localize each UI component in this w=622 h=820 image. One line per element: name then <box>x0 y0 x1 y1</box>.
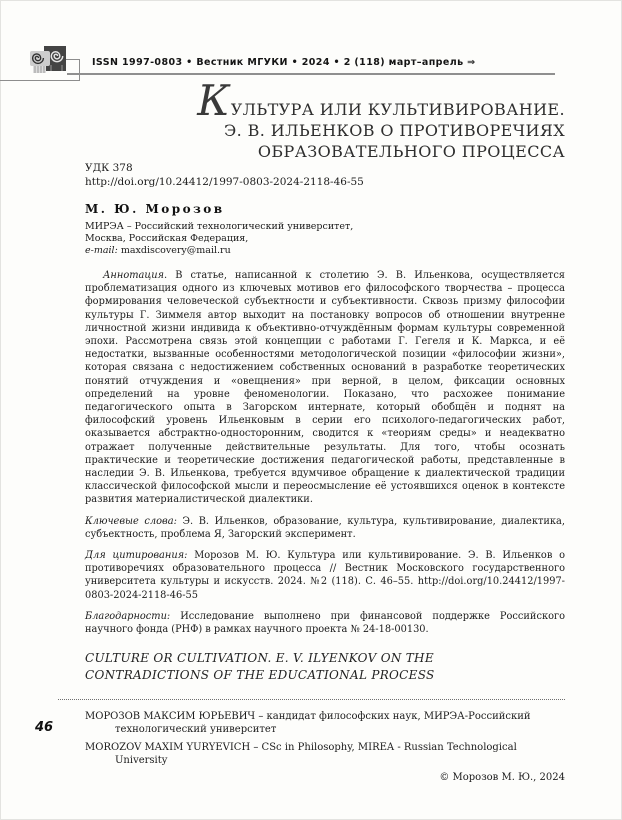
dotted-separator <box>58 699 565 700</box>
header-rule <box>67 73 555 75</box>
citation-label: Для цитирования: <box>85 550 188 562</box>
citation-paragraph <box>85 549 565 602</box>
doi-url[interactable]: http://doi.org/10.24412/1997-0803-2024-2118-46-55 <box>85 176 364 188</box>
title-en-line2: CONTRADICTIONS OF THE EDUCATIONAL PROCESS <box>85 667 435 682</box>
affiliation-email-line <box>85 245 565 257</box>
article-title <box>197 76 565 162</box>
affiliation-line1: МИРЭА – Российский технологический университет, <box>85 221 354 232</box>
issn-header-line: ISSN 1997-0803 • Вестник МГУКИ • 2024 • 2 (118) март–апрель ⇒ <box>92 57 476 68</box>
acknowledgments-paragraph <box>85 610 565 636</box>
bio-en-name: MOROZOV MAXIM YURYEVICH <box>85 742 251 754</box>
keywords-text: Э. В. Ильенков, образование, культура, культивирование, диалектика, субъектность, проблема Я, Загорский эксперимент. <box>85 515 565 540</box>
title-dropcap: К <box>197 76 230 125</box>
abstract-label: Аннотация. <box>103 270 168 281</box>
journal-logo <box>29 45 69 75</box>
email-address[interactable]: maxdiscovery@mail.ru <box>120 245 231 256</box>
bio-en-details: – CSc in Philosophy, MIREA - Russian Technological University <box>115 742 517 767</box>
page-number: 46 <box>35 720 54 735</box>
keywords-label: Ключевые слова: <box>85 515 177 527</box>
ionic-column-capital-icon <box>29 45 69 75</box>
acknowledgments-label: Благодарности: <box>85 610 171 622</box>
article-title-line3: ОБРАЗОВАТЕЛЬНОГО ПРОЦЕССА <box>257 142 565 161</box>
keywords-paragraph <box>85 515 565 541</box>
citation-text: Морозов М. Ю. Культура или культивирование. Э. В. Ильенков о противоречиях образовательного процесса // Вестник Московского государственного университета культуры и искусств. 2024. №2 (118). С. 46–55. http://doi.org/10.24412/1997-0803-2024-2118-46-55 <box>85 550 565 601</box>
article-title-english <box>85 650 565 683</box>
article-front-matter <box>85 162 565 783</box>
udk-code: УДК 378 <box>85 162 133 174</box>
title-line1-text: УЛЬТУРА ИЛИ КУЛЬТИВИРОВАНИЕ. <box>230 100 565 119</box>
copyright-notice: © Морозов М. Ю., 2024 <box>439 772 565 784</box>
author-bio-russian <box>85 710 565 736</box>
author-affiliation <box>85 221 565 257</box>
author-name: М. Ю. Морозов <box>85 202 225 216</box>
bio-ru-details: – кандидат философских наук, МИРЭА-Российский технологический университет <box>115 711 531 736</box>
email-label: e-mail: <box>85 245 118 256</box>
abstract-paragraph <box>85 269 565 507</box>
doi-link[interactable] <box>85 176 565 188</box>
article-title-line2: Э. В. ИЛЬЕНКОВ О ПРОТИВОРЕЧИЯХ <box>223 121 565 140</box>
affiliation-line2: Москва, Российская Федерация, <box>85 233 249 244</box>
title-en-line1: CULTURE OR CULTIVATION. E. V. ILYENKOV ON THE <box>85 651 434 666</box>
bio-ru-name: МОРОЗОВ МАКСИМ ЮРЬЕВИЧ <box>85 711 256 723</box>
article-title-line1 <box>197 76 565 125</box>
acknowledgments-text: Исследование выполнено при финансовой поддержке Российского научного фонда (РНФ) в рамках научного проекта № 24-18-00130. <box>85 610 565 636</box>
author-bio-english <box>85 741 565 767</box>
abstract-text: В статье, написанной к столетию Э. В. Ильенкова, осуществляется проблематизация одного из ключевых мотивов его философского творчества – процесса формирования человеческой субъектности и субъективности. Сквозь призму философии культуры Г. Зиммеля автор выходит на постановку вопросов об отношении внутренне личностной жизни индивида к объективно-отчуждённым формам культуры современной эпохи. Рассмотрена связь этой концепции с работами Г. Гегеля и К. Маркса, и её недостатки, вызванные особенностями методологической позиции «философии жизни», которая связана с недостижением собственных оснований в разработке теоретических понятий отчуждения и «овещнения» при верной, в целом, фиксации основных определений на уровне феноменологии. Показано, что расхожее понимание педагогического опыта в Загорском интернате, который обобщён и поднят на философский уровень Ильенковым в серии его психолого-педагогических работ, оказывается абстрактно-односторонним, сводится к «теориям среды» и неадекватно отражает полученные действительные результаты. Для того, чтобы осознать практические и теоретические достижения педагогической работы, представленные в наследии Э. В. Ильенкова, требуется вдумчивое обращение к диалектической традиции классической философской мысли и переосмысление её устоявшихся оценок в контексте развития материалистической диалектики. <box>85 270 565 506</box>
